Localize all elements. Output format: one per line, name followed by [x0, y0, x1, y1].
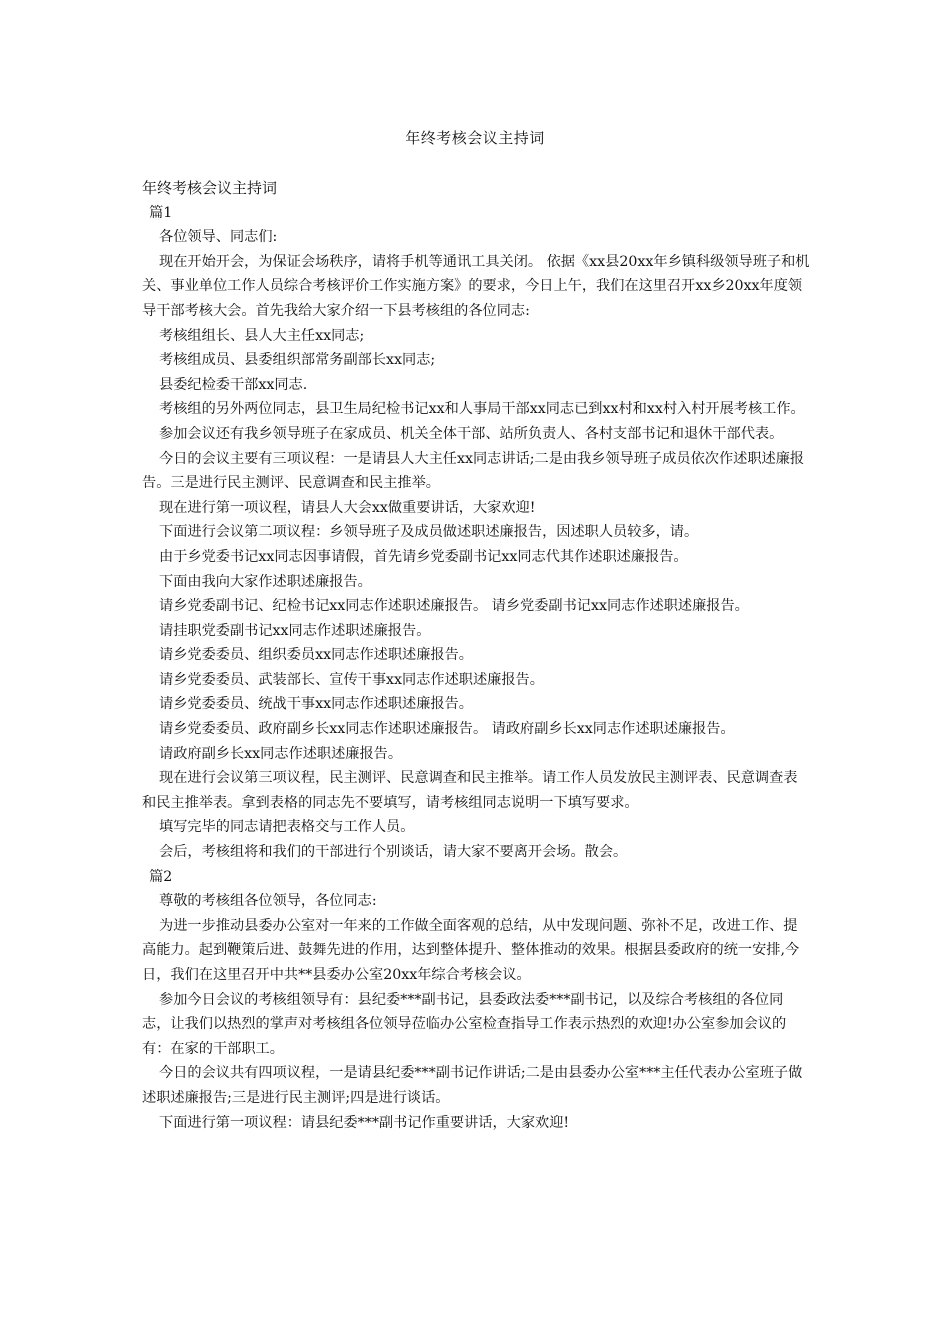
- paragraph: 下面进行会议第二项议程：乡领导班子及成员做述职述廉报告，因述职人员较多，请。: [159, 524, 699, 541]
- paragraph: 请乡党委委员、统战干事xx同志作述职述廉报告。: [159, 696, 473, 713]
- paragraph: 县委纪检委干部xx同志.: [159, 376, 308, 393]
- paragraph: 请乡党委委员、政府副乡长xx同志作述职述廉报告。 请政府副乡长xx同志作述职述廉报告。: [159, 721, 735, 738]
- paragraph: 下面由我向大家作述职述廉报告。: [159, 573, 372, 590]
- document-body: [142, 176, 810, 1135]
- paragraph: 现在进行会议第三项议程，民主测评、民意调查和民主推举。请工作人员发放民主测评表、民意调查表和民主推举表。拿到表格的同志先不要填写，请考核组同志说明一下填写要求。: [142, 770, 798, 811]
- paragraph: 今日的会议共有四项议程，一是请县纪委***副书记作讲话;二是由县委办公室***主任代表办公室班子做述职述廉报告;三是进行民主测评;四是进行谈话。: [142, 1065, 803, 1106]
- paragraph: 现在开始开会，为保证会场秩序，请将手机等通讯工具关闭。 依据《xx县20xx年乡镇科级领导班子和机关、事业单位工作人员综合考核评价工作实施方案》的要求，今日上午，我们在这里召开xx乡20xx年度领导干部考核大会。首先我给大家介绍一下县考核组的各位同志:: [142, 253, 810, 319]
- paragraph: 请挂职党委副书记xx同志作述职述廉报告。: [159, 622, 431, 639]
- paragraph: 请乡党委委员、武装部长、宣传干事xx同志作述职述廉报告。: [159, 671, 544, 688]
- paragraph: 请乡党委副书记、纪检书记xx同志作述职述廉报告。 请乡党委副书记xx同志作述职述廉报告。: [159, 598, 749, 615]
- paragraph: 考核组组长、县人大主任xx同志;: [159, 327, 365, 344]
- document-subtitle: 年终考核会议主持词: [142, 179, 278, 197]
- section-heading: 篇2: [149, 868, 173, 885]
- paragraph: 现在进行第一项议程，请县人大会xx做重要讲话，大家欢迎!: [159, 499, 536, 516]
- paragraph: 考核组成员、县委组织部常务副部长xx同志;: [159, 352, 436, 369]
- paragraph: 尊敬的考核组各位领导，各位同志:: [159, 893, 377, 910]
- paragraph: 填写完毕的同志请把表格交与工作人员。: [159, 819, 415, 836]
- paragraph: 请政府副乡长xx同志作述职述廉报告。: [159, 745, 403, 762]
- paragraph: 下面进行第一项议程：请县纪委***副书记作重要讲话，大家欢迎!: [159, 1114, 570, 1131]
- paragraph: 考核组的另外两位同志，县卫生局纪检书记xx和人事局干部xx同志已到xx村和xx村入村开展考核工作。: [159, 401, 805, 418]
- paragraph: 为进一步推动县委办公室对一年来的工作做全面客观的总结，从中发现问题、弥补不足，改进工作、提高能力。起到鞭策后进、鼓舞先进的作用，达到整体提升、整体推动的效果。根据县委政府的统一安排,今日，我们在这里召开中共**县委办公室20xx年综合考核会议。: [142, 917, 800, 983]
- paragraph: 由于乡党委书记xx同志因事请假，首先请乡党委副书记xx同志代其作述职述廉报告。: [159, 548, 688, 565]
- paragraph: 今日的会议主要有三项议程：一是请县人大主任xx同志讲话;二是由我乡领导班子成员依次作述职述廉报告。三是进行民主测评、民意调查和民主推举。: [142, 450, 805, 492]
- section-heading: 篇1: [149, 204, 173, 221]
- paragraph: 参加会议还有我乡领导班子在家成员、机关全体干部、站所负责人、各村支部书记和退休干部代表。: [159, 425, 784, 442]
- paragraph: 参加今日会议的考核组领导有：县纪委***副书记，县委政法委***副书记，以及综合考核组的各位同志，让我们以热烈的掌声对考核组各位领导莅临办公室检查指导工作表示热烈的欢迎!办公室参加会议的有：在家的干部职工。: [142, 991, 787, 1057]
- paragraph: 请乡党委委员、组织委员xx同志作述职述廉报告。: [159, 647, 473, 664]
- document-title: 年终考核会议主持词: [405, 129, 545, 147]
- paragraph: 各位领导、同志们:: [159, 229, 278, 246]
- paragraph: 会后，考核组将和我们的干部进行个别谈话，请大家不要离开会场。散会。: [159, 844, 628, 861]
